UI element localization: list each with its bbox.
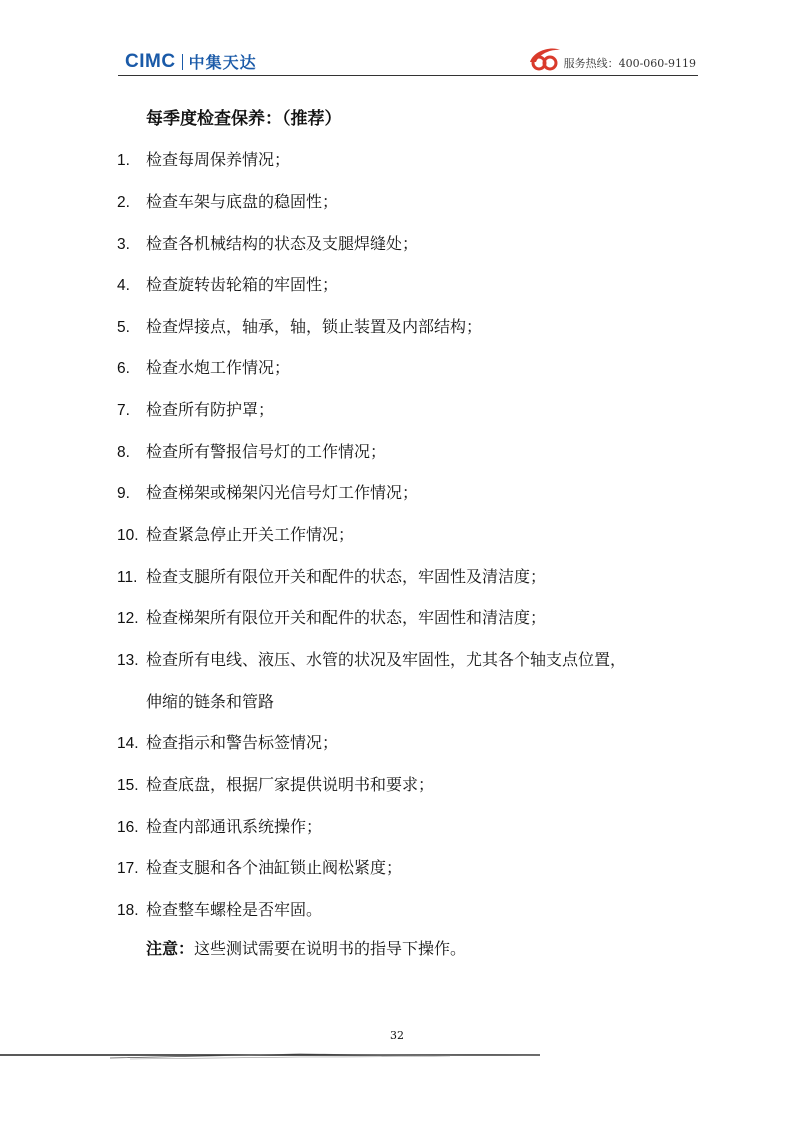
item-number: 15. [117, 777, 139, 794]
list-item [117, 522, 354, 545]
list-item [117, 772, 434, 795]
item-text: 检查梯架或梯架闪光信号灯工作情况； [146, 483, 419, 502]
list-item [117, 605, 546, 628]
list-item [117, 897, 322, 920]
list-item [117, 189, 338, 212]
item-text: 检查各机械结构的状态及支腿焊缝处； [146, 234, 419, 253]
item-number: 18. [117, 902, 139, 919]
list-item [117, 231, 418, 254]
logo-latin: CIMC [125, 50, 176, 72]
logo-separator [182, 54, 183, 70]
logo-chinese: 中集天达 [188, 55, 257, 72]
item-number: 10. [117, 527, 139, 544]
item-text: 检查内部通讯系统操作； [146, 817, 323, 836]
item-number: 7. [117, 402, 130, 419]
section-title: 每季度检查保养：（推荐） [146, 109, 342, 129]
cimc-logo [125, 50, 257, 73]
item-number: 13. [117, 652, 139, 669]
list-item [117, 480, 418, 503]
item-number: 5. [117, 319, 130, 336]
header-rule [118, 75, 698, 76]
hotline-text: 服务热线：400-060-9119 [563, 57, 696, 70]
item-text: 检查支腿所有限位开关和配件的状态，牢固性及清洁度； [146, 567, 547, 586]
item-number: 12. [117, 610, 139, 627]
list-item [117, 647, 626, 670]
item-text: 检查车架与底盘的稳固性； [146, 192, 339, 211]
item-number: 17. [117, 860, 139, 877]
note-label: 注意： [146, 939, 195, 958]
item-text: 检查底盘，根据厂家提供说明书和要求； [146, 775, 435, 794]
note-text: 这些测试需要在说明书的指导下操作。 [194, 939, 467, 958]
item-text: 检查水炮工作情况； [146, 358, 291, 377]
list-item [117, 355, 290, 378]
list-item [117, 439, 386, 462]
item-text: 检查支腿和各个油缸锁止阀松紧度； [146, 858, 403, 877]
page-header [0, 0, 794, 80]
item-text: 检查整车螺栓是否牢固。 [146, 900, 323, 919]
item-text: 检查所有警报信号灯的工作情况； [146, 442, 387, 461]
hotline-block [526, 44, 696, 72]
item-number: 11. [117, 569, 138, 586]
item-number: 3. [117, 236, 130, 253]
item-continuation: 伸缩的链条和管路 [146, 692, 275, 711]
item-number: 14. [117, 735, 139, 752]
item-number: 6. [117, 360, 130, 377]
page-number: 32 [390, 1029, 404, 1042]
list-item [117, 564, 546, 587]
item-text: 检查紧急停止开关工作情况； [146, 525, 355, 544]
list-item [117, 814, 322, 837]
item-number: 1. [117, 152, 130, 169]
list-item [117, 147, 290, 170]
footer-swoosh [0, 1048, 794, 1068]
item-text: 检查旋转齿轮箱的牢固性； [146, 275, 339, 294]
item-number: 16. [117, 819, 139, 836]
list-item [117, 397, 274, 420]
item-number: 4. [117, 277, 130, 294]
item-text: 检查每周保养情况； [146, 150, 291, 169]
item-text: 检查所有防护罩； [146, 400, 275, 419]
item-number: 8. [117, 444, 130, 461]
note [146, 936, 466, 959]
hotline-swirl-icon [526, 44, 562, 72]
item-number: 2. [117, 194, 130, 211]
list-item [117, 314, 482, 337]
list-item [117, 272, 338, 295]
item-number: 9. [117, 485, 130, 502]
list-item [117, 855, 402, 878]
item-text: 检查指示和警告标签情况； [146, 733, 339, 752]
item-text: 检查梯架所有限位开关和配件的状态，牢固性和清洁度； [146, 608, 547, 627]
item-text: 检查所有电线、液压、水管的状况及牢固性，尤其各个轴支点位置， [146, 650, 627, 669]
list-item [117, 730, 338, 753]
item-text: 检查焊接点，轴承，轴，锁止装置及内部结构； [146, 317, 483, 336]
